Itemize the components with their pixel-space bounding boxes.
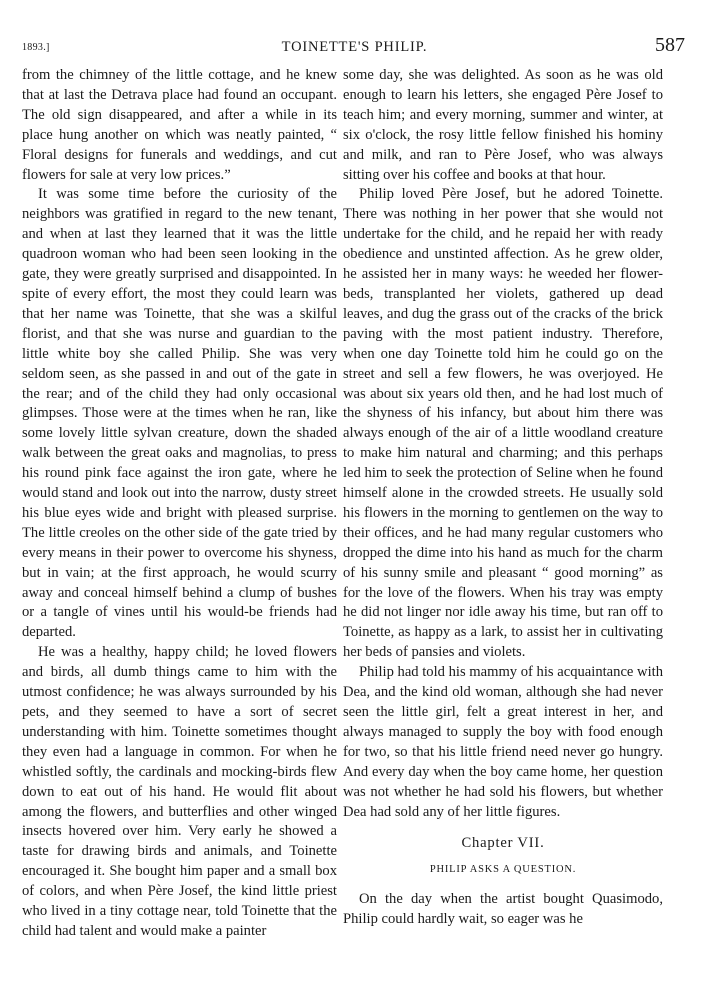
running-header [22,34,687,62]
paragraph: Philip loved Père Josef, but he adored Toinette. There was nothing in her power that she would not undertake for the child, and he repaid her with ready obedience and unstinted affection. As he grew older, he assisted her in many ways: he weeded her flower-beds, transplanted her violets, gathered up dead leaves, and dug the grass out of the cracks of the brick paving with the most patient industry. Therefore, when one day Toinette told him he could go on the street and sell a few flowers, he was overjoyed. He was about six years old then, and he had lost much of the shyness of his infancy, but about him there was always enough of the air of a little woodland creature to make him natural and charming; and this perhaps led him to seek the protection of Seline when he found himself alone in the crowded streets. He usually sold his flowers in the morning to gentlemen on the way to their offices, and he had many regular customers who dropped the dime into his hand as much for the charm of his sunny smile and pleasant “ good morning” as for the love of the flowers. When his tray was empty he did not linger nor idle away his time, but ran off to Toinette, as happy as a lark, to assist her in cultivating her beds of pansies and violets. [343,186,663,661]
page-number: 587 [655,34,685,56]
left-column [22,66,337,942]
paragraph: He was a healthy, happy child; he loved flowers and birds, all dumb things came to him with the utmost confidence; he was always surrounded by his pets, and they seemed to have a sort of secret understanding with him. Toinette sometimes thought they even had a language in common. For when he whistled softly, the cardinals and mocking-birds flew down to eat out of his hand. He would flit about among the flowers, and butterflies and other winged insects hovered over him. Very early he showed a taste for drawing birds and animals, and Toinette encouraged it. She bought him paper and a small box of colors, and when Père Josef, the kind little priest who lived in a tiny cottage near, told Toinette that the child had talent and would make a painter [22,644,337,939]
chapter-heading: Chapter VII. [461,835,545,852]
header-running-title: TOINETTE'S PHILIP. [281,39,428,55]
paragraph: from the chimney of the little cottage, and he knew that at last the Detrava place had found an occupant. The old sign disappeared, and after a while in its place hung another on which was neatly painted, “ Floral designs for funerals and weddings, and cut flowers for sale at very low prices.” [22,67,337,183]
right-column [343,66,663,930]
paragraph: some day, she was delighted. As soon as he was old enough to learn his letters, she engaged Père Josef to teach him; and every morning, summer and winter, at six o'clock, the rosy little fellow finished his hominy and milk, and ran to Père Josef, who was always sitting over his coffee and books at that hour. [343,67,663,183]
paragraph: On the day when the artist bought Quasimodo, Philip could hardly wait, so eager was he [343,891,663,928]
header-year: 1893.] [22,42,50,53]
paragraph: It was some time before the curiosity of the neighbors was gratified in regard to the new tenant, and when at last they learned that it was the little quadroon woman who had been seen looking in the gate, they were greatly surprised and disappointed. In spite of every effort, the most they could learn was that her name was Toinette, that she was a skilful florist, and that she was nurse and guardian to the little white boy she called Philip. She was very seldom seen, as she passed in and out of the gate in the rear; and of the child they had only occasional glimpses. Those were at the times when he ran, like some lovely little sylvan creature, down the shaded walk between the great oaks and magnolias, to press his round pink face against the iron gate, where he would stand and look out into the narrow, dusty street his blue eyes wide and bright with pleased surprise. The little creoles on the other side of the gate tried by every means in their power to overcome his shyness, but in vain; at the first approach, he would scurry away and conceal himself behind a clump of bushes or a tangle of vines until his would-be friends had departed. [22,186,337,641]
chapter-subtitle: PHILIP ASKS A QUESTION. [429,864,577,876]
paragraph: Philip had told his mammy of his acquaintance with Dea, and the kind old woman, although she had never seen the little girl, felt a great interest in her, and always managed to supply the boy with food enough for two, so that his little friend need never go hungry. And every day when the boy came home, her question was not whether he had sold his flowers, but whether Dea had sold any of her little figures. [343,664,663,820]
